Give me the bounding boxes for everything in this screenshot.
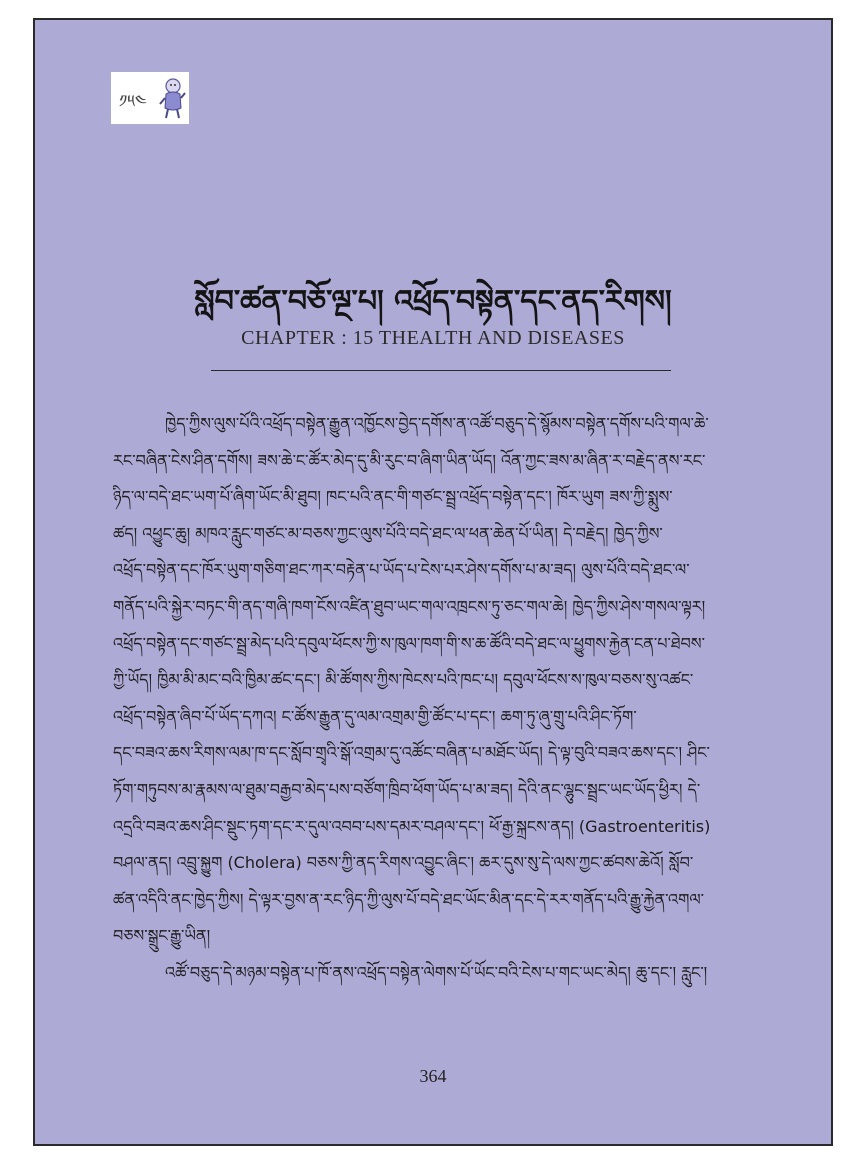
- text-line: འཕྲོད་བསྟེན་དང་ཁོར་ཡུག་གཅིག་ཐང་ཀར་བརྟེན་པ་ཡོད་པ་ངེས་པར་ཤེས་དགོས་པ་མ་ཟད། ལུས་པོའི་བདེ་ཐང་ལ་: [113, 560, 690, 580]
- text-line: འདྲའི་བཟའ་ཆས་ཤིང་སྡུང་ཏག་དང་ར་དུལ་འབབ་པས་དམར་བཤལ་དང་། ཕོ་རྒྱ་སྐྲངས་ནད། (Gastroenteritis): [113, 816, 711, 836]
- page-number: 364: [419, 1066, 447, 1086]
- text-line: འཕྲོད་བསྟེན་དང་གཙང་སྦྲ་མེད་པའི་དབུལ་ཕོངས་ཀྱི་ས་ཁུལ་ཁག་གི་ས་ཆ་ཚོའི་བདེ་ཐང་ལ་ཕྱུགས་རྐྱེན་ངན་པ་ཐེབས་: [113, 633, 705, 653]
- text-line: བཅས་སྒྲུང་རྒྱུ་ཡིན།: [113, 926, 211, 946]
- text-line: ཉིད་ལ་བདེ་ཐང་ཡག་པོ་ཞིག་ཡོང་མི་ཐུབ། ཁང་པའི་ནང་གི་གཙང་སྦྲ་འཕྲོད་བསྟེན་དང་། ཁོར་ཡུག ཟས་ཀྱི་སྨུས་: [113, 487, 673, 507]
- text-line: དང་བཟའ་ཆས་རིགས་ལམ་ཁ་དང་སློབ་གྲྭའི་སྒོ་འགྲམ་དུ་འཚོང་བཞིན་པ་མཐོང་ཡོད། དེ་ལྟ་བུའི་བཟའ་ཆས་དང་། ཤིང་: [113, 743, 710, 763]
- text-line: འཕྲོད་བསྟེན་ཞིབ་པོ་ཡོད་དཀའ། ང་ཚོས་རྒྱུན་དུ་ལམ་འགྲམ་གྱི་ཚོང་པ་དང་། ཆག་ཏུ་ཞུ་གྲུ་པའི་ཤིང་ཏོག་: [113, 706, 637, 726]
- text-line: ཚན་འདིའི་ནང་ཁྱེད་ཀྱིས། དེ་ལྟར་བྱས་ན་རང་ཉིད་ཀྱི་ལུས་པོ་བདེ་ཐང་ཡོང་མིན་དང་དེ་རར་གནོད་པའི་རྒྱུ་རྐྱེན་འགལ་: [113, 889, 705, 909]
- text-line: ཀྱི་ཡོད། ཁྱིམ་མི་མང་བའི་ཁྱིམ་ཚང་དང་། མི་ཚོགས་ཀྱིས་ཁེངས་པའི་ཁང་པ། དབུལ་ཕོངས་ས་ཁུལ་བཅས་སུ་འཚང་: [113, 670, 694, 690]
- text-line: གནོད་པའི་སྐྱེར་བཏང་གི་ནད་གཞི་ཁག་ངོས་འཛིན་ཐུབ་ཡང་གལ་འཁྲངས་ཏུ་ཅང་གལ་ཆེ། ཁྱེད་ཀྱིས་ཤེས་གསལ་ལྟར།: [113, 596, 706, 616]
- text-line: རང་བཞིན་ངེས་ཤིན་དགོས། ཟས་ཆེ་ང་ཚོར་མེད་དུ་མི་རུང་བ་ཞིག་ཡིན་ཡོད། འོན་ཀྱང་ཟས་མ་ཞིན་ར་བརྗེད་ནས་རང་: [113, 450, 706, 470]
- corner-page-number: ༡༥༤: [119, 92, 147, 112]
- title-divider: [211, 370, 671, 371]
- body-text: [113, 406, 763, 992]
- chapter-subtitle: CHAPTER : 15 THEALTH AND DISEASES: [241, 327, 625, 349]
- text-line: བཤལ་ནད། འབྲུ་སྐྱུག (Cholera) བཅས་ཀྱི་ནད་རིགས་འབྱུང་ཞིང་། ཆར་དུས་སུ་དེ་ལས་ཀྱང་ཚབས་ཆེའོ། སློབ་: [113, 853, 694, 873]
- text-line: ཚད། འཕྱུང་ཆུ། མཁའ་རླུང་གཙང་མ་བཅས་ཀྱང་ལུས་པོའི་བདེ་ཐང་ལ་ཕན་ཆེན་པོ་ཡིན། དེ་བརྗེད། ཁྱེད་ཀྱིས་: [113, 523, 663, 543]
- text-line: ཏོག་གཏུབས་མ་རྣམས་ལ་ཐུམ་བརྒྱབ་མེད་པས་བཙོག་ཁྲིབ་ཕོག་ཡོད་པ་མ་ཟད། དེའི་ནང་ལྷུང་སྦྲང་ཡང་ཡོད་ཕྱིར། དེ་: [113, 779, 701, 799]
- page-badge: [111, 72, 189, 124]
- chapter-title: སློབ་ཚན་བཅོ་ལྔ་པ། འཕྲོད་བསྟེན་དང་ནད་རིགས།: [194, 284, 672, 319]
- text-line: ཁྱེད་ཀྱིས་ལུས་པོའི་འཕྲོད་བསྟེན་རྒྱུན་འཁྱོངས་བྱེད་དགོས་ན་འཚོ་བཅུད་དེ་སྙོམས་བསྟེན་དགོས་པའི་གལ་ཆེ་: [165, 414, 709, 433]
- cartoon-figure-icon: [157, 76, 187, 120]
- text-line: འཚོ་བཅུད་དེ་མཉམ་བསྟེན་པ་ཁོ་ནས་འཕྲོད་བསྟེན་ལེགས་པོ་ཡོང་བའི་ངེས་པ་གང་ཡང་མེད། ཆུ་དང་། རླུང་།: [165, 962, 708, 982]
